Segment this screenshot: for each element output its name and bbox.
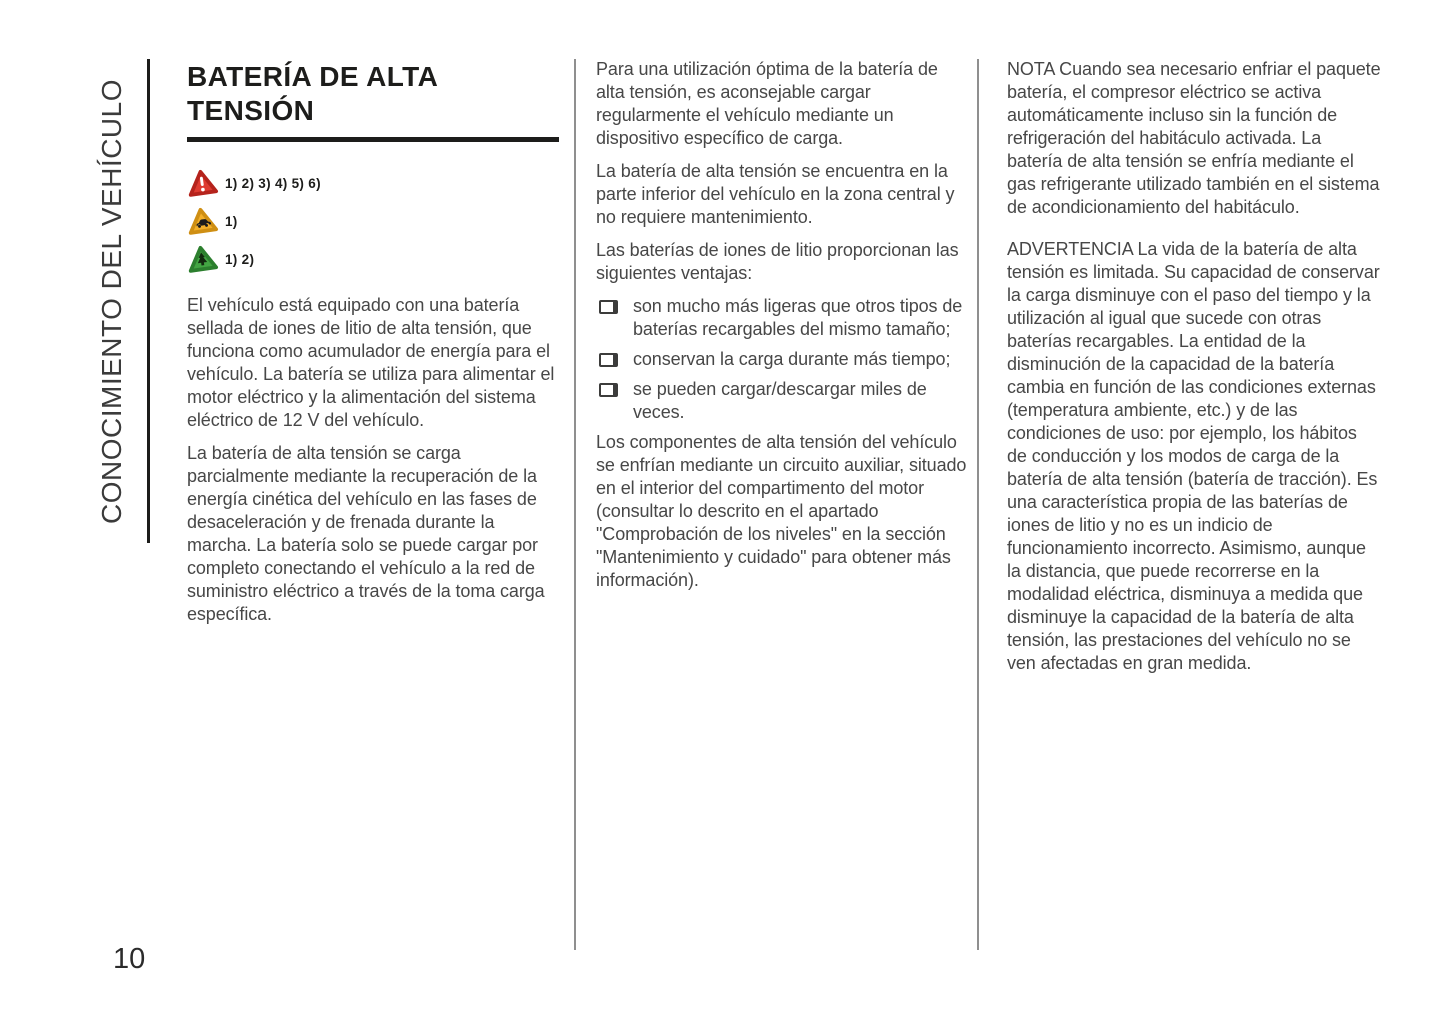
title-rule — [187, 137, 559, 142]
square-bullet-icon — [599, 353, 618, 367]
advantages-list — [596, 295, 970, 424]
paragraph: El vehículo está equipado con una batería sellada de iones de litio de alta tensión, que funciona como acumulador de energía para el vehículo. La batería se utiliza para alimentar el motor eléctrico y la alimentación del sistema eléctrico de 12 V del vehículo. — [187, 295, 555, 430]
paragraph: Los componentes de alta tensión del vehículo se enfrían mediante un circuito auxiliar, situado en el interior del compartimento del motor (consultar lo descrito en el apartado "Comprobación de los niveles" en la sección "Mantenimiento y cuidado" para obtener más información). — [596, 432, 967, 590]
environment-tree-triangle-icon — [185, 243, 219, 275]
list-item — [596, 348, 970, 371]
warning-row — [187, 202, 559, 240]
section-sidebar-label: CONOCIMIENTO DEL VEHÍCULO — [96, 78, 127, 524]
column-divider — [574, 59, 576, 950]
column-3 — [1007, 58, 1381, 685]
paragraph: Para una utilización óptima de la batería de alta tensión, es aconsejable cargar regularmente el vehículo mediante un dispositivo específico de carga. — [596, 59, 938, 148]
sidebar-rule — [147, 59, 150, 543]
warning-references — [187, 164, 559, 278]
column-divider — [977, 59, 979, 950]
warning-row — [187, 164, 559, 202]
note-paragraph: NOTA Cuando sea necesario enfriar el paquete batería, el compresor eléctrico se activa automáticamente incluso sin la función de refrigeración del habitáculo activada. La batería de alta tensión se enfría mediante el gas refrigerante utilizado también en el sistema de acondicionamiento del habitáculo. — [1007, 59, 1381, 217]
warning-refs-label: 1) — [225, 213, 238, 229]
square-bullet-icon — [599, 300, 618, 314]
warning-refs-label: 1) 2) 3) 4) 5) 6) — [225, 175, 321, 191]
paragraph: La batería de alta tensión se encuentra en la parte inferior del vehículo en la zona central y no requiere mantenimiento. — [596, 161, 955, 227]
paragraph: Las baterías de iones de litio proporcionan las siguientes ventajas: — [596, 240, 959, 283]
warning-row — [187, 240, 559, 278]
list-item — [596, 378, 970, 424]
warning-paragraph: ADVERTENCIA La vida de la batería de alta tensión es limitada. Su capacidad de conservar la carga disminuye con el paso del tiempo y la utilización al igual que sucede con otras baterías recargables. La entidad de la disminución de la capacidad de la batería cambia en función de las condiciones externas (temperatura ambiente, etc.) y de las condiciones de uso: por ejemplo, los hábitos de conducción y los modos de carga de la batería de alta tensión (batería de tracción). Es una característica propia de las baterías de iones de litio y no es un indicio de funcionamiento incorrecto. Asimismo, aunque la distancia, que puede recorrerse en la modalidad eléctrica, disminuya a medida que disminuye la capacidad de la batería de alta tensión, las prestaciones del vehículo no se ven afectadas en gran medida. — [1007, 239, 1380, 673]
list-item — [596, 295, 970, 341]
danger-exclamation-triangle-icon — [185, 167, 219, 199]
column-1 — [187, 60, 559, 636]
list-item-text: conservan la carga durante más tiempo; — [633, 349, 951, 369]
list-item-text: son mucho más ligeras que otros tipos de baterías recargables del mismo tamaño; — [633, 296, 963, 339]
square-bullet-icon — [599, 383, 618, 397]
page-number: 10 — [113, 943, 146, 975]
warning-refs-label: 1) 2) — [225, 251, 255, 267]
caution-car-triangle-icon — [185, 205, 219, 237]
paragraph: La batería de alta tensión se carga parcialmente mediante la recuperación de la energía cinética del vehículo en las fases de desaceleración y de frenada durante la marcha. La batería solo se puede cargar por completo conectando el vehículo a la red de suministro eléctrico a través de la toma carga específica. — [187, 443, 545, 624]
page-title: BATERÍA DE ALTA TENSIÓN — [187, 61, 438, 126]
column-2 — [596, 58, 970, 602]
list-item-text: se pueden cargar/descargar miles de veces. — [633, 379, 927, 422]
